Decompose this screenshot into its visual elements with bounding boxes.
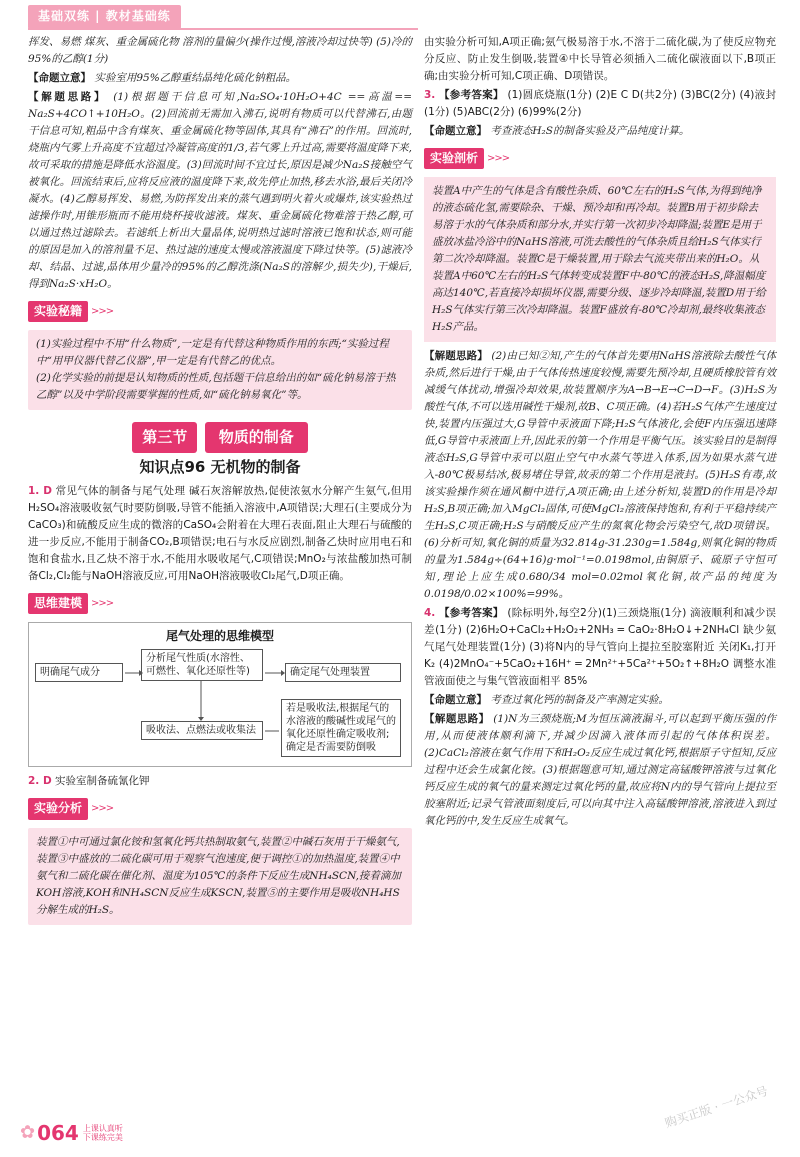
header-divider bbox=[28, 28, 418, 30]
header-bar bbox=[28, 6, 181, 28]
question-2-title: 实验室制备硫氰化钾 bbox=[55, 775, 150, 788]
secret-item-2: (2)化学实验的前提是认知物质的性质,包括题干信息给出的如“硫化钠易溶于热乙醇”以及中学阶段需要掌握的性质,如“硫化钠易氧化”等。 bbox=[36, 372, 396, 402]
right-column bbox=[424, 34, 776, 832]
intent-text: 考查过氧化钙的制备及产率测定实验。 bbox=[490, 694, 669, 707]
section-name: 物质的制备 bbox=[205, 422, 308, 452]
answer-4 bbox=[424, 605, 776, 690]
question-2-analysis bbox=[28, 828, 412, 925]
answer-4-number: 4. bbox=[424, 607, 436, 620]
watermark: 购买正版 · 一公众号 bbox=[662, 1083, 770, 1130]
thinking-label: 【解题思路】 bbox=[424, 713, 490, 726]
tag-experiment-secret bbox=[28, 301, 113, 322]
question-1 bbox=[28, 483, 412, 585]
answer-3-number: 3. bbox=[424, 89, 436, 101]
page-footer bbox=[20, 1117, 123, 1149]
page-number: 064 bbox=[37, 1120, 79, 1145]
answer-continuation: 挥发、易燃 煤灰、重金属硫化物 溶剂的量偏少(操作过慢,溶液冷却过快等) (5)冷的95%的乙醇(1分) bbox=[28, 36, 412, 65]
question-1-number: 1. D bbox=[28, 485, 52, 498]
footer-slogan-line-1: 上课认真听 bbox=[82, 1123, 123, 1133]
left-column bbox=[28, 34, 412, 931]
diagram-box-absorb: 若是吸收法,根据尾气的水溶液的酸碱性或尾气的氧化还原性确定吸收剂;确定是否需要防倒吸 bbox=[281, 699, 401, 757]
diagram-title: 尾气处理的思维模型 bbox=[165, 629, 274, 644]
answer-4-thinking bbox=[424, 711, 776, 830]
intent-paragraph bbox=[28, 70, 412, 87]
question-2-heading bbox=[28, 773, 412, 790]
tag-label: 实验剖析 bbox=[424, 148, 484, 169]
solution-label: 【解题思路】 bbox=[28, 91, 108, 103]
solution-text: (1)根据题干信息可知,Na₂SO₄·10H₂O+4C ==高温== Na₂S+4CO↑+10H₂O。(2)回流前无需加入沸石,说明有物质可以代替沸石,由题干信息可知,粗品中含有煤灰、重金属硫化物等固体,其具有“沸石”的作用。回流时,烧瓶内气雾上升高度不宜超过冷凝管高度的1/3,若气雾上升过高,需要将温度降下来,故可采取的措施是降低水浴温度。(3)回流时间不宜过长,原因是减少Na₂S接触空气被氧化。回流结束后,应将反应液的温度降下来,故先停止加热,移去水浴,最后关闭冷凝水。(4)乙醇易挥发、易燃,为防挥发出来的蒸气遇到明火着火或爆炸,该实验热过滤操作时,用锥形瓶而不能用烧杯接收滤液。煤灰、重金属硫化物难溶于热乙醇,可以通过热过滤除去。若滤纸上析出大量晶体,说明热过滤时溶液已饱和状态,则可能的原因是加入的溶剂量不足、热过滤的速度太慢或溶液温度下降过快等。(5)滤液冷却、结晶、过滤,晶体用少量冷的95%的乙醇洗涤(Na₂S的溶解少,损失少),干燥后,得到Na₂S·xH₂O。 bbox=[28, 91, 412, 290]
answer-4-text: (除标明外,每空2分)(1)三颈烧瓶(1分) 滴液顺利和减少误差(1分) (2)6H₂O+CaCl₂+H₂O₂+2NH₃ ═ CaO₂·8H₂O↓+2NH₄Cl 缺少氨气尾气处理装置(1分) (3)将N内的导气管向上提拉至胶塞附近 关闭K₁,打开K₂ (4)2MnO₄⁻+5CaO₂+16H⁺ ═ 2Mn²⁺+5Ca²⁺+5O₂↑+8H₂O 调整水准管液面使之与集气管液面相平 85% bbox=[424, 607, 777, 688]
question-2-number: 2. D bbox=[28, 775, 52, 788]
footer-slogan bbox=[83, 1124, 123, 1142]
answer-4-intent bbox=[424, 692, 776, 709]
tag-arrows-icon: >>> bbox=[91, 305, 114, 317]
answer-3-intent bbox=[424, 123, 776, 140]
header-tag: 基础双练 | 教材基础练 bbox=[28, 5, 181, 28]
secret-box bbox=[28, 330, 412, 410]
answer-3-thinking bbox=[424, 348, 776, 603]
answer-3 bbox=[424, 87, 776, 121]
tag-arrows-icon: >>> bbox=[91, 803, 114, 815]
flower-icon: ✿ bbox=[20, 1122, 36, 1144]
dissection-text: 装置A中产生的气体是含有酸性杂质、60℃左右的H₂S气体,为得到纯净的液态硫化氢,需要除杂、干燥、预冷却和再冷却。装置B用于初步除去易溶于水的气体杂质和部分水,并实行第一次初步冷却降温;装置E是用于盛放冰盐冷浴中的NaHS溶液,可洗去酸性的气体杂质且给H₂S气体实行第二次冷却降温。装置C是干燥装置,用于除去气流夹带出来的H₂O。从装置A中60℃左右的H₂S气体转变成装置F中-80℃的液态H₂S,降温幅度高达140℃,若直接冷却损坏仪器,需要分级、逐步冷却降温,装置D用于给H₂S气体实行第三次冷却降温。装置F盛放有-80℃冷却剂,最终收集液态H₂S产品。 bbox=[432, 185, 766, 334]
intent-label: 【命题立意】 bbox=[28, 72, 91, 84]
solution-paragraph bbox=[28, 89, 412, 293]
section-heading bbox=[28, 422, 412, 452]
section-badge: 第三节 bbox=[132, 422, 197, 452]
tag-experiment-analysis bbox=[28, 798, 113, 819]
diagram-box-methods: 吸收法、点燃法或收集法 bbox=[141, 721, 263, 740]
diagram-box-analyze: 分析尾气性质(水溶性、可燃性、氧化还原性等) bbox=[141, 649, 263, 681]
intent-label: 【命题立意】 bbox=[424, 125, 487, 137]
thinking-text: (1)N为三颈烧瓶;M为恒压滴液漏斗,可以起到平衡压强的作用,从而使液体顺利滴下,并减少因滴入液体而引起的气体体积误差。(2)CaCl₂溶液在氨气作用下和H₂O₂反应生成过氧化钙,根据原子守恒知,反应过程中还会生成氯化铵。(3)根据题意可知,通过测定高锰酸钾溶液与过氧化钙反应生成的氧气的量来测定过氧化钙的量,故应将N内的导气管向上提拉至胶塞附近;记录气管液面刻度后,可以向其中注入高锰酸钾溶液,溶液进入到过氧化钙的中,发生反应生成氧气。 bbox=[424, 713, 777, 828]
diagram-arrows bbox=[29, 623, 411, 768]
intent-text: 考查液态H₂S的制备实验及产品纯度计算。 bbox=[490, 125, 690, 137]
question-2-conclusion: 由实验分析可知,A项正确;氨气极易溶于水,不溶于二硫化碳,为了使反应物充分反应、防止发生倒吸,装置④中长导管必须插入二硫化碳液面以下,B项正确;由实验分析可知,C项正确、D项错误。 bbox=[424, 36, 776, 82]
question-2-analysis-text: 装置①中可通过氯化铵和氢氧化钙共热制取氨气,装置②中碱石灰用于干燥氨气,装置③中盛放的二硫化碳可用于观察气泡速度,便于调控①的加热温度,装置④中氨气和二硫化碳在催化剂、温度为105℃的条件下反应生成NH₄SCN,接着滴加KOH溶液,KOH和NH₄SCN反应生成KSCN,装置⑤的主要作用是吸收NH₄HS分解生成的H₂S。 bbox=[36, 835, 401, 916]
thinking-label: 【解题思路】 bbox=[424, 350, 488, 363]
tag-label: 实验分析 bbox=[28, 798, 88, 819]
secret-item-1: (1)实验过程中不用“什么物质”,一定是有代替这种物质作用的东西;“实验过程中“用甲仪器代替乙仪器”,甲一定是有代替乙的优点。 bbox=[36, 338, 389, 368]
thinking-model-diagram bbox=[28, 622, 412, 767]
answer-3-text: (1)圆底烧瓶(1分) (2)E C D(共2分) (3)BC(2分) (4)液封(1分) (5)ABC(2分) (6)99%(2分) bbox=[424, 89, 776, 118]
diagram-box-determine: 确定尾气处理装置 bbox=[285, 663, 401, 682]
question-1-text: 常见气体的制备与尾气处理 碱石灰溶解放热,促使浓氨水分解产生氨气,但用H₂SO₄溶液吸收氨气时要防倒吸,导管不能插入溶液中,A项错误;大理石(主要成分为CaCO₃)和硫酸反应生成的微溶的CaSO₄会附着在大理石表面,阻止大理石与硫酸的进一步反应,不能用于制备CO₂,B项错误;电石与水反应剧烈,制备乙炔时应用电石和饱和食盐水,且乙炔不溶于水,不能用水吸收尾气,C项错误;MnO₂与浓盐酸加热可制备Cl₂,Cl₂能与NaOH溶液反应,可用NaOH溶液吸收Cl₂尾气,D项正确。 bbox=[28, 485, 413, 583]
answer-4-label: 【参考答案】 bbox=[438, 607, 504, 620]
footer-slogan-line-2: 下课练完美 bbox=[82, 1132, 123, 1142]
tag-thinking-model bbox=[28, 593, 113, 614]
tag-arrows-icon: >>> bbox=[91, 597, 114, 609]
thinking-text: (2)由已知②知,产生的气体首先要用NaHS溶液除去酸性气体杂质,然后进行干燥,由于气体传热速度较慢,需要先预冷却,且硬质橡胶管有效减缓气体扰动,增强冷却效果,故装置顺序为A→B→E→C→D→F。(3)H₂S为酸性气体,不可以选用碱性干燥剂,故B、C项正确。(4)若H₂S气体产生速度过快,装置内压强过大,G导管中汞液面下降;H₂S气体液化,会使F内压强迅速降低,G导管中汞液面上升,因此汞的第一个作用是平衡气压。该实验目的是制得液态H₂S,G导管中汞可以阻止空气中水蒸气等进入体系,因为如果水蒸气进入-80℃极易结冰,极易堵住导管,故汞的第二个作用是液封。(5)H₂S有毒,故该实验操作须在通风橱中进行,A项正确;由上述分析知,装置D的作用是冷却H₂S,B项正确;加入MgCl₂固体,可使MgCl₂溶液保持饱和,有利于平稳持续产生H₂S,C项正确;H₂S与硝酸反应产生的氮氧化物会污染空气,故D项错误。(6)分析可知,氧化铜的质量为32.814g-31.230g=1.584g,则氧化铜的物质的量为1.584g÷(64+16)g·mol⁻¹=0.0198mol,由铜原子、硫原子守恒可知,理论上应生成0.680/34 mol=0.02mol氧化铜,故产品的纯度为0.0198/0.02×100%=99%。 bbox=[424, 350, 777, 601]
tag-label: 思维建模 bbox=[28, 593, 88, 614]
intent-label: 【命题立意】 bbox=[424, 694, 487, 707]
diagram-box-identify: 明确尾气成分 bbox=[35, 663, 123, 682]
tag-experiment-dissection bbox=[424, 148, 509, 169]
knowledge-point-title: 知识点96 无机物的制备 bbox=[139, 457, 301, 476]
intent-text: 实验室用95%乙醇重结晶纯化硫化钠粗品。 bbox=[94, 72, 297, 84]
tag-arrows-icon: >>> bbox=[487, 152, 510, 164]
dissection-box bbox=[424, 177, 776, 342]
tag-label: 实验秘籍 bbox=[28, 301, 88, 322]
answer-3-label: 【参考答案】 bbox=[438, 89, 504, 101]
